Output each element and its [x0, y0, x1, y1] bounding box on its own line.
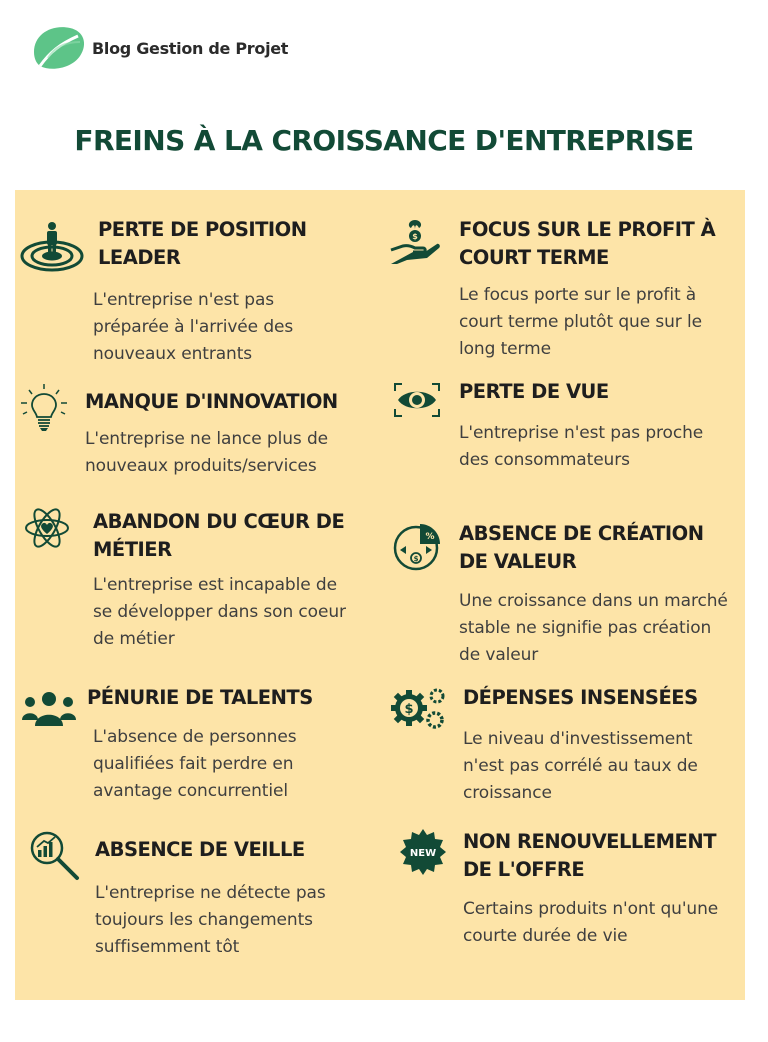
- content-panel: [15, 190, 745, 1000]
- item-text: Une croissance dans un marché stable ne signifie pas création de valeur: [459, 591, 728, 665]
- svg-text:%: %: [425, 532, 435, 542]
- svg-text:$: $: [412, 232, 418, 241]
- target-person-icon: [19, 220, 85, 274]
- brand-name: Blog Gestion de Projet: [92, 38, 289, 58]
- item-heading: PERTE DE VUE: [459, 380, 609, 403]
- svg-text:$: $: [404, 702, 414, 717]
- eye-icon: [393, 382, 441, 418]
- item-text: L'entreprise est incapable de se développer dans son coeur de métier: [93, 575, 346, 649]
- item-heading: ABSENCE DE CRÉATION DE VALEUR: [459, 522, 704, 573]
- svg-text:$: $: [413, 555, 419, 563]
- item-heading: PERTE DE POSITION LEADER: [98, 218, 307, 269]
- item-text: Le focus porte sur le profit à court terme plutôt que sur le long terme: [459, 285, 702, 359]
- page-title: FREINS À LA CROISSANCE D'ENTREPRISE: [74, 124, 694, 157]
- item-heading: MANQUE D'INNOVATION: [85, 390, 338, 413]
- item-text: L'entreprise ne lance plus de nouveaux produits/services: [85, 429, 329, 476]
- item-text: L'entreprise n'est pas proche des consommateurs: [459, 423, 704, 470]
- value-pie-icon: [392, 520, 444, 572]
- item-text: L'entreprise n'est pas préparée à l'arrivée des nouveaux entrants: [93, 290, 294, 364]
- item-heading: FOCUS SUR LE PROFIT À COURT TERME: [459, 218, 716, 269]
- item-heading: NON RENOUVELLEMENT DE L'OFFRE: [463, 830, 717, 881]
- item-text: Le niveau d'investissement n'est pas corrélé au taux de croissance: [463, 729, 698, 803]
- new-badge-icon: [399, 828, 447, 876]
- item-text: L'absence de personnes qualifiées fait perdre en avantage concurrentiel: [93, 727, 297, 801]
- hand-coin-plant-icon: [389, 216, 441, 268]
- item-heading: PÉNURIE DE TALENTS: [87, 686, 313, 709]
- lightbulb-icon: [19, 384, 69, 434]
- leaf-logo-icon: [30, 22, 88, 74]
- new-badge-label: NEW: [409, 848, 437, 859]
- item-heading: DÉPENSES INSENSÉES: [463, 686, 698, 709]
- people-group-icon: [21, 690, 77, 728]
- item-heading: ABANDON DU CŒUR DE MÉTIER: [93, 510, 345, 561]
- item-text: Certains produits n'ont qu'une courte durée de vie: [463, 899, 719, 946]
- magnifier-chart-icon: [29, 830, 81, 882]
- atom-heart-icon: [23, 504, 71, 552]
- brand-logo[interactable]: [30, 22, 288, 74]
- dollar-gears-icon: [389, 686, 449, 734]
- item-heading: ABSENCE DE VEILLE: [95, 838, 305, 861]
- item-text: L'entreprise ne détecte pas toujours les changements suffisemment tôt: [95, 883, 326, 957]
